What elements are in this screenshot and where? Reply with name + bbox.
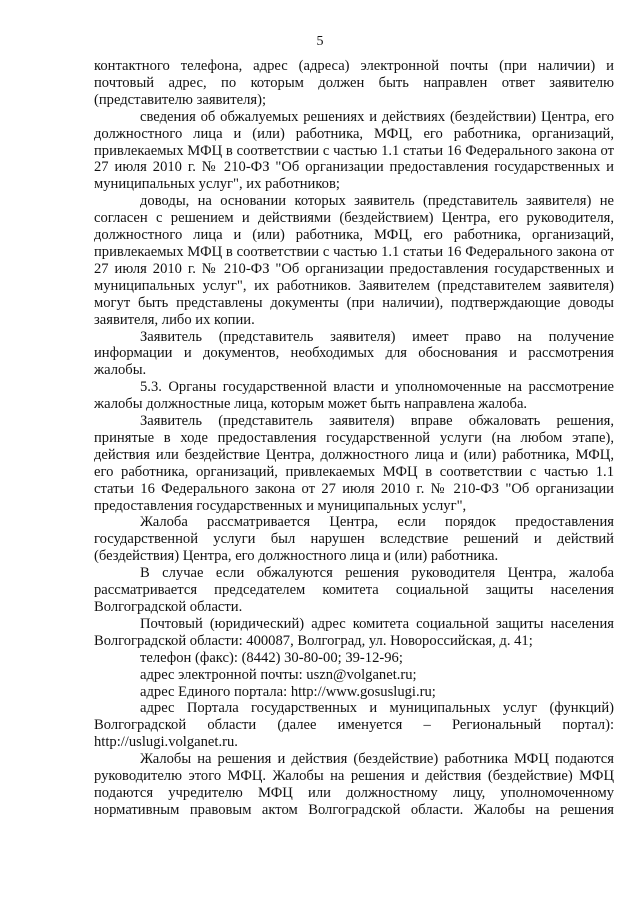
paragraph-right-to-information: Заявитель (представитель заявителя) имеет право на получение информации и документов, необходимых для обоснования и рассмотрения жалобы.: [94, 328, 614, 379]
paragraph-complaint-review: Жалоба рассматривается Центра, если порядок предоставления государственной услуги был нарушен вследствие решений и действий (бездействия) Центра, его должностного лица и (или) работника.: [94, 514, 614, 565]
paragraph-postal-address: Почтовый (юридический) адрес комитета социальной защиты населения Волгоградской области: 400087, Волгоград, ул. Новороссийская, д. 41;: [94, 615, 614, 649]
paragraph-right-to-appeal: Заявитель (представитель заявителя) вправе обжаловать решения, принятые в ходе предоставления государственной услуги (на любом этапе), действия или бездействие Центра, должностного лица и (или) работника, МФЦ, его работника, организаций, привлекаемых МФЦ в соответствии с частью 1.1 статьи 16 Федерального закона от 27 июля 2010 г. № 210-ФЗ "Об организации предоставления государственных и муниципальных услуг",: [94, 413, 614, 514]
section-heading-5-3: 5.3. Органы государственной власти и уполномоченные на рассмотрение жалобы должностные лица, которым может быть направлена жалоба.: [94, 379, 614, 413]
paragraph-mfc-complaints: Жалобы на решения и действия (бездействие) работника МФЦ подаются руководителю этого МФЦ. Жалобы на решения и действия (бездействие) МФЦ подаются учредителю МФЦ или должностному лицу, уполномоченному нормативным правовым актом Волгоградской области. Жалобы на решения: [94, 751, 614, 818]
paragraph-head-decisions: В случае если обжалуются решения руководителя Центра, жалоба рассматривается председателем комитета социальной защиты населения Волгоградской области.: [94, 565, 614, 615]
paragraph-unified-portal: адрес Единого портала: http://www.gosuslugi.ru;: [140, 683, 436, 700]
paragraph-contact-info: контактного телефона, адрес (адреса) электронной почты (при наличии) и почтовый адрес, по которым должен быть направлен ответ заявителю (представителю заявителя);: [94, 58, 614, 108]
page-number: 5: [316, 34, 324, 49]
paragraph-regional-portal: адрес Портала государственных и муниципальных услуг (функций) Волгоградской области (далее именуется – Региональный портал): http://uslugi.volganet.ru.: [94, 700, 614, 751]
paragraph-appealed-decisions: сведения об обжалуемых решениях и действиях (бездействии) Центра, его должностного лица и (или) работника, МФЦ, его работника, организаций, привлекаемых МФЦ в соответствии с частью 1.1 статьи 16 Федерального закона от 27 июля 2010 г. № 210-ФЗ "Об организации предоставления государственных и муниципальных услуг", их работников;: [94, 108, 614, 193]
document-body: [94, 58, 614, 819]
paragraph-email: адрес электронной почты: uszn@volganet.ru;: [140, 666, 417, 683]
paragraph-arguments: доводы, на основании которых заявитель (представитель заявителя) не согласен с решением и действиями (бездействием) Центра, его руководителя, должностного лица и (или) работника, МФЦ, его работника, организаций, привлекаемых МФЦ в соответствии с частью 1.1 статьи 16 Федерального закона от 27 июля 2010 г. № 210-ФЗ "Об организации предоставления государственных и муниципальных услуг", их работников. Заявителем (представителем заявителя) могут быть представлены документы (при наличии), подтверждающие доводы заявителя, либо их копии.: [94, 193, 614, 328]
paragraph-phone-fax: телефон (факс): (8442) 30-80-00; 39-12-96;: [140, 649, 403, 666]
